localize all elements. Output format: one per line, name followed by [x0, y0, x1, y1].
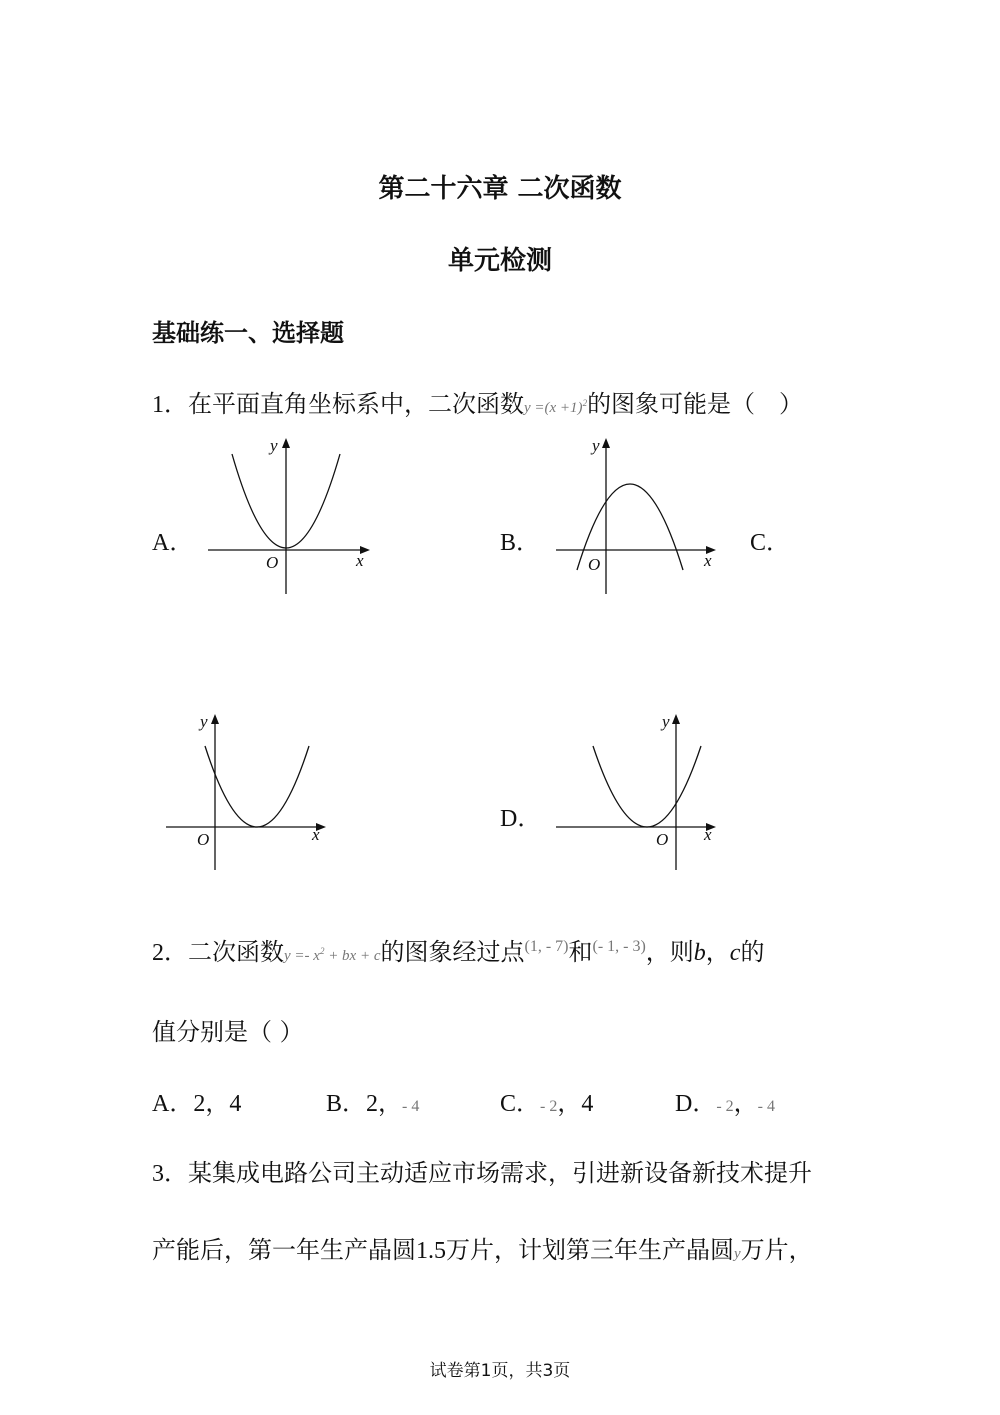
q2-option-c[interactable]: C．- 2，4: [500, 1091, 594, 1117]
page-footer: 试卷第1页，共3页: [429, 1361, 571, 1381]
question-2: [152, 932, 764, 967]
svg-text:x: x: [312, 825, 320, 844]
question-text: 某集成电路公司主动适应市场需求，引进新设备新技术提升: [188, 1159, 812, 1187]
and-text: 和: [568, 938, 593, 966]
formula: $y =(x +1)^2$: [524, 398, 588, 416]
question-3-line2: 产能后，第一年生产晶圆1.5万片，计划第三年生产晶圆y万片，: [152, 1236, 813, 1264]
option-a-label[interactable]: A．: [152, 530, 194, 556]
q2-option-b[interactable]: B．2，- 4: [326, 1091, 420, 1117]
graph-a: [200, 432, 380, 602]
graph-d: [550, 708, 730, 878]
then-text: ，则: [645, 938, 694, 966]
point-2: (- 1, - 3): [592, 938, 646, 955]
option-d-label[interactable]: D．: [500, 806, 542, 832]
svg-text:y: y: [662, 712, 670, 731]
svg-text:O: O: [588, 555, 601, 574]
de-text: 的: [740, 938, 765, 966]
question-number: 2．: [152, 940, 188, 966]
section-heading: 基础练一、选择题: [152, 319, 344, 347]
comma: ，: [705, 938, 730, 966]
svg-text:y: y: [592, 436, 600, 455]
question-text: 二次函数: [188, 938, 284, 966]
point-1: (1, - 7): [524, 938, 569, 955]
svg-text:O: O: [266, 553, 279, 572]
option-b-label[interactable]: B．: [500, 530, 541, 556]
svg-text:O: O: [197, 830, 210, 849]
formula: $y =- x^2$ + bx + c: [284, 946, 381, 964]
question-text: 在平面直角坐标系中，二次函数: [188, 390, 524, 418]
svg-text:x: x: [704, 825, 712, 844]
question-2-line2: 值分别是（ ）: [152, 1018, 304, 1046]
graph-b: [550, 432, 730, 602]
question-text-mid: 的图象经过点: [380, 938, 525, 966]
q2-option-d[interactable]: D．- 2，- 4: [675, 1091, 775, 1117]
option-c-label[interactable]: C．: [750, 530, 791, 556]
var-b: b: [693, 940, 706, 966]
question-3: [152, 1153, 812, 1188]
chapter-title: 第二十六章 二次函数: [378, 174, 622, 204]
var-c: c: [729, 940, 741, 966]
question-number: 1．: [152, 392, 188, 418]
svg-text:x: x: [704, 551, 712, 570]
subtitle: 单元检测: [447, 246, 552, 276]
var-y: y: [734, 1246, 741, 1262]
q2-option-a[interactable]: A．2，4: [152, 1091, 242, 1117]
svg-text:O: O: [656, 830, 669, 849]
question-1: [152, 384, 803, 419]
graph-c: [160, 708, 340, 878]
svg-text:y: y: [270, 436, 278, 455]
svg-text:x: x: [356, 551, 364, 570]
question-number: 3．: [152, 1161, 188, 1187]
question-text-end: 的图象可能是（ ）: [587, 390, 804, 418]
svg-text:y: y: [200, 712, 208, 731]
